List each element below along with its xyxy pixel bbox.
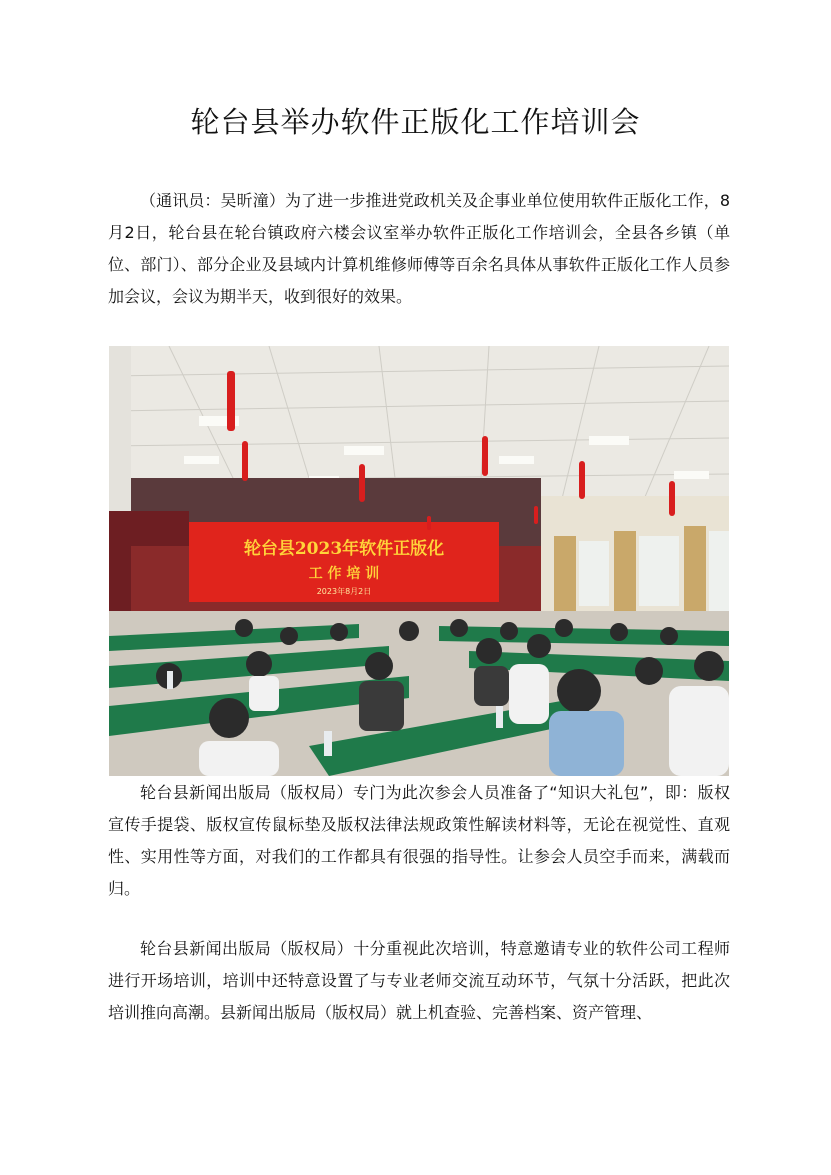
- article-title: 轮台县举办软件正版化工作培训会: [190, 105, 641, 139]
- meeting-photo: [109, 346, 729, 776]
- article-paragraph-3: 轮台县新闻出版局（版权局）十分重视此次培训，特意邀请专业的软件公司工程师进行开场培训，培训中还特意设置了与专业老师交流互动环节，气氛十分活跃，把此次培训推向高潮。县新闻出版局（版权局）就上机查验、完善档案、资产管理、: [108, 939, 730, 1022]
- banner-line-2: 工 作 培 训: [308, 566, 380, 582]
- banner-date: 2023年8月2日: [316, 587, 372, 596]
- article-paragraph-2: 轮台县新闻出版局（版权局）专门为此次参会人员准备了“知识大礼包”，即：版权宣传手提袋、版权宣传鼠标垫及版权法律法规政策性解读材料等，无论在视觉性、直观性、实用性等方面，对我们的工作都具有很强的指导性。让参会人员空手而来，满载而归。: [108, 783, 730, 898]
- article-paragraph-1: （通讯员：吴昕潼）为了进一步推进党政机关及企事业单位使用软件正版化工作，8月2日，轮台县在轮台镇政府六楼会议室举办软件正版化工作培训会，全县各乡镇（单位、部门）、部分企业及县域内计算机维修师傅等百余名具体从事软件正版化工作人员参加会议，会议为期半天，收到很好的效果。: [108, 191, 730, 306]
- banner-line-1: 轮台县2023年软件正版化: [243, 539, 445, 559]
